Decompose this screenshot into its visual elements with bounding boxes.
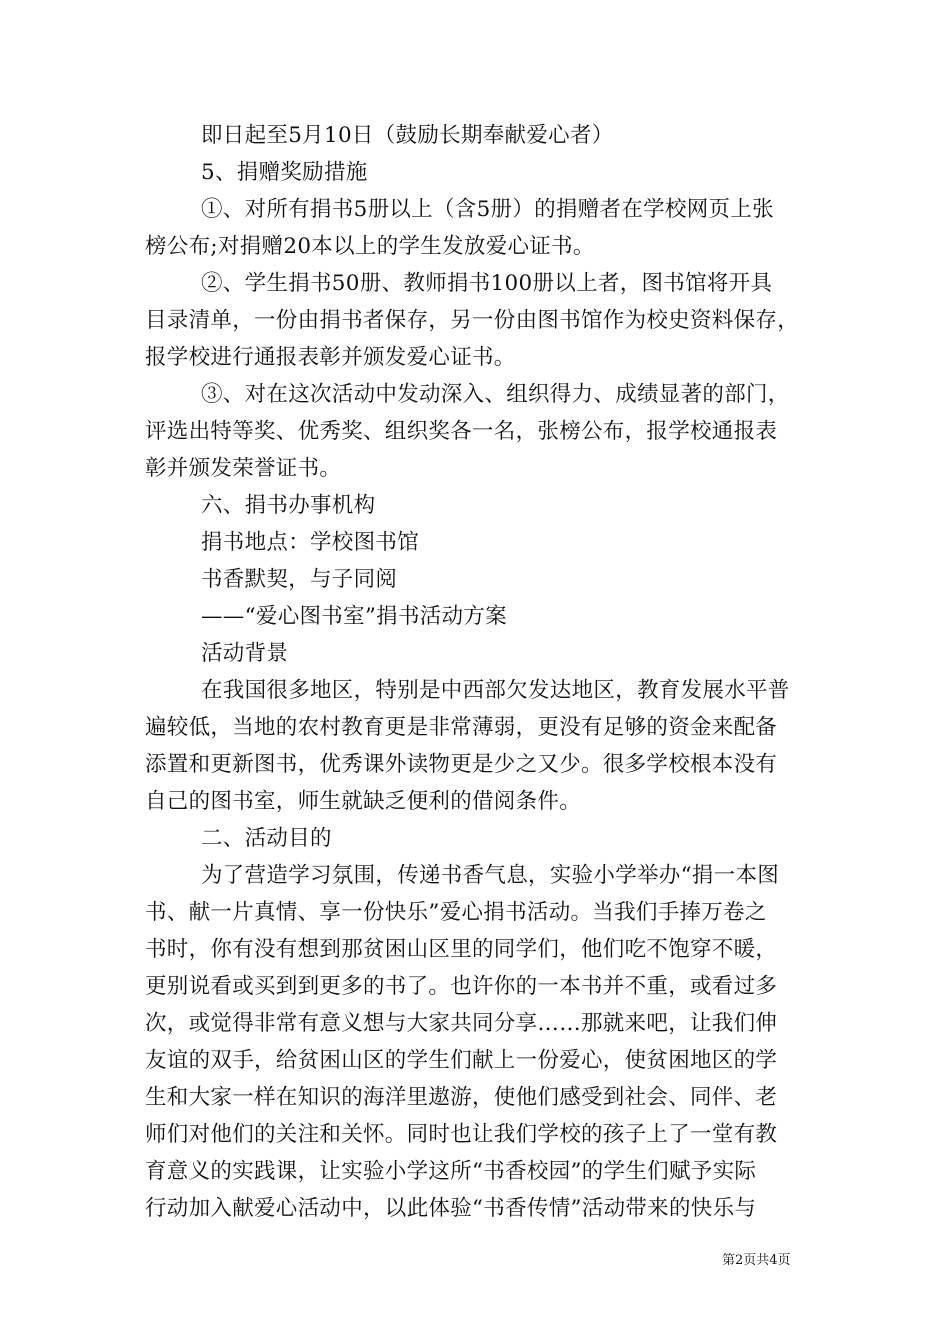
text-line: 师们对他们的关注和关怀。同时也让我们学校的孩子上了一堂有教	[145, 1122, 778, 1147]
text-line: 书香默契，与子同阅	[201, 567, 398, 592]
text-line: 友谊的双手，给贫困山区的学生们献上一份爱心，使贫困地区的学	[145, 1048, 778, 1073]
text-line: 彰并颁发荣誉证书。	[145, 456, 342, 481]
text-line: 活动背景	[201, 641, 289, 666]
text-line: 书时，你有没有想到那贫困山区里的同学们，他们吃不饱穿不暖，	[145, 937, 778, 962]
text-line: 添置和更新图书，优秀课外读物更是少之又少。很多学校根本没有	[145, 752, 778, 777]
text-line: 自己的图书室，师生就缺乏便利的借阅条件。	[145, 789, 582, 814]
paragraph	[145, 524, 810, 561]
paragraph	[145, 857, 810, 1227]
text-line: ②、学生捐书50册、教师捐书100册以上者，图书馆将开具	[201, 271, 773, 296]
paragraph	[145, 376, 810, 487]
paragraph	[145, 672, 810, 820]
text-line: 书、献一片真情、享一份快乐”爱心捐书活动。当我们手捧万卷之	[145, 900, 767, 925]
paragraph	[145, 265, 810, 376]
paragraph	[145, 487, 810, 524]
paragraph	[145, 635, 810, 672]
paragraph	[145, 820, 810, 857]
text-line: 二、活动目的	[201, 826, 332, 851]
text-line: 在我国很多地区，特别是中西部欠发达地区，教育发展水平普	[201, 678, 790, 703]
paragraph	[145, 191, 810, 265]
text-line: 行动加入献爱心活动中，以此体验“书香传情”活动带来的快乐与	[145, 1196, 757, 1221]
text-line: 生和大家一样在知识的海洋里遨游，使他们感受到社会、同伴、老	[145, 1085, 778, 1110]
text-line: 报学校进行通报表彰并颁发爱心证书。	[145, 345, 516, 370]
text-line: 评选出特等奖、优秀奖、组织奖各一名，张榜公布，报学校通报表	[145, 419, 778, 444]
text-line: ①、对所有捐书5册以上（含5册）的捐赠者在学校网页上张	[201, 197, 774, 222]
text-line: 为了营造学习氛围，传递书香气息，实验小学举办“捐一本图	[201, 863, 780, 888]
paragraph	[145, 561, 810, 598]
text-line: 六、捐书办事机构	[201, 493, 376, 518]
text-line: 即日起至5月10日（鼓励长期奉献爱心者）	[201, 123, 614, 148]
text-line: 育意义的实践课，让实验小学这所“书香校园”的学生们赋予实际	[145, 1159, 757, 1184]
paragraph	[145, 117, 810, 154]
text-line: ——“爱心图书室”捐书活动方案	[201, 604, 507, 629]
text-line: 捐书地点：学校图书馆	[201, 530, 420, 555]
text-line: ③、对在这次活动中发动深入、组织得力、成绩显著的部门，	[201, 382, 790, 407]
paragraph	[145, 598, 810, 635]
paragraph	[145, 154, 810, 191]
text-line: 更别说看或买到到更多的书了。也许你的一本书并不重，或看过多	[145, 974, 778, 999]
text-line: 目录清单，一份由捐书者保存，另一份由图书馆作为校史资料保存，	[145, 308, 800, 333]
text-line: 遍较低，当地的农村教育更是非常薄弱，更没有足够的资金来配备	[145, 715, 778, 740]
page-number-footer: 第2页共4页	[722, 1253, 791, 1268]
document-body	[145, 117, 810, 1227]
text-line: 次，或觉得非常有意义想与大家共同分享……那就来吧，让我们伸	[145, 1011, 778, 1036]
text-line: 榜公布;对捐赠20本以上的学生发放爱心证书。	[145, 234, 595, 259]
text-line: 5、捐赠奖励措施	[201, 160, 368, 185]
